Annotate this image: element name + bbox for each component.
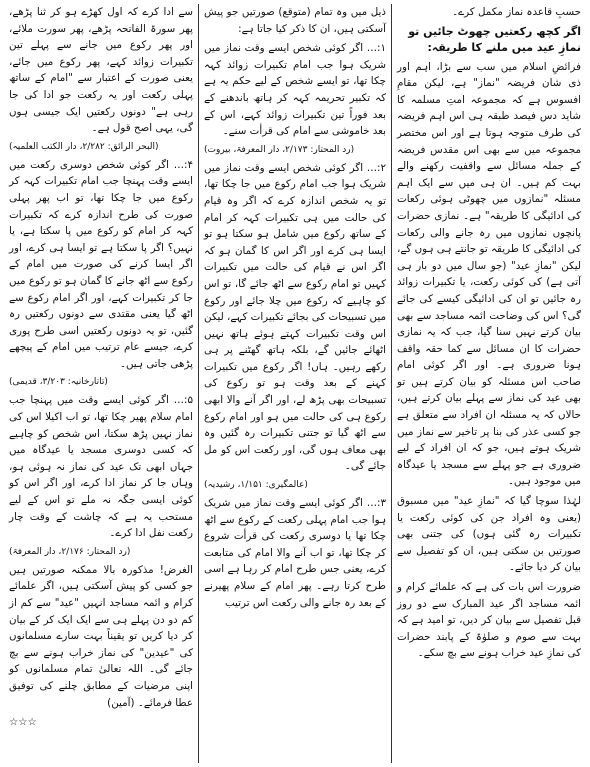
citation: (رد المحتار: ۲/۱۷۶، دار المعرفۃ) <box>9 546 131 557</box>
section-heading: اگر کچھ رکعتیں چھوٹ جائیں تو نمازِ عید میں ملنے کا طریقہ: <box>408 24 581 54</box>
citation: (عالمگیری: ۱/۱۵۱، رشیدیہ) <box>204 480 308 491</box>
paragraph: لہٰذا سوچا گیا کہ "نمازِ عید" میں مسبوق (یعنی وہ افراد جن کی کوئی رکعت یا تکبیرات رہ گئی ہوں) کی جتنی بھی صورتیں بن سکتی ہیں، ان کو تفصیل سے بیان کر دیا جائے۔ <box>397 495 581 574</box>
column-middle <box>198 4 392 763</box>
paragraph: فرائضِ اسلام میں سب سے بڑا، اہم اور ذی شان فریضہ "نماز" ہے، لیکن مقامِ افسوس ہے کہ مجموعہ امتِ مسلمہ کا شاید دس فیصد طبقہ ہی اس اہم فریضہ کی طرف متوجہ ہوتا ہے اور اس مختصر مجموعہ میں سے بھی اس مقدس فریضہ کے جملہ مسائل سے واقفیت رکھنے والے بہت کم ہیں۔ ان ہی میں سے ایک اہم مسئلہ "نمازوں میں چھوٹی ہوئی رکعات کی ادائیگی کا طریقہ" ہے۔ نمازی حضرات پانچوں نمازوں میں رہ جانے والی رکعات کی ادائیگی کا طریقہ تو جانتے ہی ہوں گے، لیکن "نمازِ عید" (جو سال میں دو بار ہی آتی ہے) کی کوئی رکعت، یا تکبیرات زوائد رہ جائیں تو ان کی ادائیگی کیسے کی جائے گی؟ اس کی وضاحت ائمہ مساجد سے بھی بیان کرتے نہیں سنا گیا، جب کہ یہ نمازی حضرات کا ان مسائل سے کما حقہ واقف ہونا ضروری ہے۔ اور اگر کوئی امام صاحب اس مسئلہ کو بیان کرتے ہیں تو بھی عید کی نماز سے پہلے بیان کرتے ہیں، حالاں کہ یہ مسئلہ ان افراد سے متعلق ہے جو کسی عذر کی بنا پر تاخیر سے نماز میں شریک ہوتے ہیں، جو کہ ان افراد کے لیے ضروری ہے جو پہلے سے مسجد یا عیدگاہ میں موجود ہیں۔ <box>397 60 581 488</box>
citation: (رد المحتار: ۲/۱۷۳، دار المعرفۃ، بیروت) <box>204 144 355 155</box>
paragraph: ضرورت اس بات کی ہے کہ علمائے کرام و ائمہ مساجد اگر عید المبارک سے دو روز قبل تفصیل سے بیان کر دیں، تو امید ہے کہ بہت سے صوم و صلوٰۃ کے پابند حضرات کی نمازِ عید خراب ہونے سے بچ سکے۔ <box>397 581 581 660</box>
paragraph: ۴:… اگر کوئی شخص دوسری رکعت میں ایسے وقت پہنچا جب امام تکبیرات کہہ کر رکوع میں جا چکا تھا، تو اب پھر پہلی صورت کی طرح اندازہ کرے کہ تکبیرات کہہ کر امام کو رکوع میں پا سکتا ہے، یا نہیں؟ اگر پا سکتا ہے تو ایسا ہی کرے، اور اگر ایسا کرنے کی صورت میں امام کے رکوع سے اٹھ جانے کا گمان ہو تو رکوع میں جا کر تکبیرات کہے، اور اگر امام رکوع سے اٹھ گیا یعنی مقتدی سے دونوں رکعتیں رہ گئیں، تو یہ دونوں رکعتیں اسی طرح پوری کرے، جیسے عام ترتیب میں امام کے پیچھے پڑھی جاتی ہیں۔ <box>9 158 193 370</box>
paragraph: ۲:… اگر کوئی شخص ایسے وقت نماز میں شریک ہوا جب امام رکوع میں جا چکا تھا، تو یہ شخص اندازہ کرے کہ اگر وہ قیام کی حالت میں ہی تکبیرات کہہ کر امام کے ساتھ رکوع میں شامل ہو سکتا ہو تو ایسا ہی کرے اور اگر اس کا گمان ہو کہ اگر اس نے قیام کی حالت میں تکبیرات کہیں تو امام رکوع سے اٹھ جائے گا، تو اس کو چاہیے کہ رکوع میں چلا جائے اور رکوع میں تسبیحات کی بجائے تکبیرات کہے، لیکن اس وقت تکبیرات کہتے ہوئے ہاتھ نہیں اٹھائے جائیں گے، بلکہ ہاتھ گھٹنے پر ہی رکھے رہیں۔ ہاں! اگر رکوع میں تکبیرات کہنے کے بعد وقت ہو تو رکوع کی تسبیحات بھی پڑھ لے، اور اگر آنے والا ابھی رکوع ہی کی حالت میں ہو اور امام رکوع سے اٹھ گیا تو جتنی تکبیرات رہ گئیں وہ بھی معاف ہوں گی، اور رکعت اس کو مل جائے گی۔ <box>204 161 386 473</box>
paragraph: سے ادا کرے کہ اول کھڑے ہو کر ثنا پڑھے، پھر سورۃ الفاتحہ پڑھے، پھر سورت ملائے، اور پھر رکوع میں جانے سے پہلے تین تکبیرات زوائد کہے، پھر رکوع میں جائے، یعنی صورت کے اعتبار سے "امام کے ساتھ پہلی رکعت اور یہ رکعت جو ادا کی جا رہی ہے" دونوں رکعتیں ایک جیسی ہوں گی، یہی اصح قول ہے۔ <box>9 6 193 135</box>
citation: (تاتارخانیہ: ۳/۲۰۳، قدیمی) <box>9 377 108 388</box>
paragraph: ۳:… اگر کوئی ایسے وقت نماز میں شریک ہوا جب امام پہلی رکعت کے رکوع سے اٹھ چکا تھا یا دوسری رکعت کی قرأت شروع کر چکا تھا، تو اب آنے والا امام کی متابعت کرے، یعنی جس طرح امام کر رہا ہے اسی طرح کرتا رہے۔ پھر امام کے سلام پھیرنے کے بعد رہ جانے والی رکعت اس ترتیب <box>204 497 386 609</box>
column-right <box>392 4 586 763</box>
citation: (البحر الرائق: ۲/۲۸۲، دار الکتب العلمیہ) <box>9 141 159 152</box>
paragraph: ذیل میں وہ تمام (متوقع) صورتیں جو پیش آسکتی ہیں، ان کا ذکر کیا جاتا ہے: <box>204 6 386 35</box>
paragraph: الغرض! مذکورہ بالا ممکنہ صورتیں ہیں جو کسی کو پیش آسکتی ہیں، اگر علمائے کرام و ائمہ مساجد انہیں "عید" سے کم از کم دو دن پہلے ہی سے ایک ایک کر کے بیان کر دیا کریں تو یقیناً بہت سارے مسلمانوں کی "عیدین" کی نماز خراب ہونے سے بچ جائے گی۔ اللہ تعالیٰ تمام مسلمانوں کو اپنی مرضیات کے مطابق چلنے کی توفیق عطا فرمائے۔ (آمین) <box>9 563 193 709</box>
end-stars: ☆☆☆ <box>9 716 37 729</box>
paragraph: ۱:… اگر کوئی شخص ایسے وقت نماز میں شریک ہوا جب امام تکبیرات زوائد کہہ چکا تھا، تو ایسے شخص کے لیے حکم یہ ہے کہ تکبیر تحریمہ کہہ کر ہاتھ باندھنے کے بعد فوراً تین تکبیرات زوائد کہے، اس کے بعد خاموشی سے امام کی قرأت سنے۔ <box>204 42 386 138</box>
column-left <box>4 4 198 763</box>
top-line: حسبِ قاعدہ نماز مکمل کرے۔ <box>452 6 581 18</box>
paragraph: ۵:… اگر کوئی ایسے وقت میں پہنچا جب امام سلام پھیر چکا تھا، تو اب اکیلا اس کی نماز نہیں پڑھ سکتا، اس شخص کو چاہیے کہ کسی دوسری مسجد یا عیدگاہ میں جہاں ابھی تک عید کی نماز نہ ہوئی ہو، وہاں جا کر نماز ادا کرے، اور اگر اس کو کوئی ایسی جگہ نہ ملے تو اس کے لیے مستحب یہ ہے کہ چاشت کے وقت چار رکعت نفل ادا کرے۔ <box>9 394 193 540</box>
